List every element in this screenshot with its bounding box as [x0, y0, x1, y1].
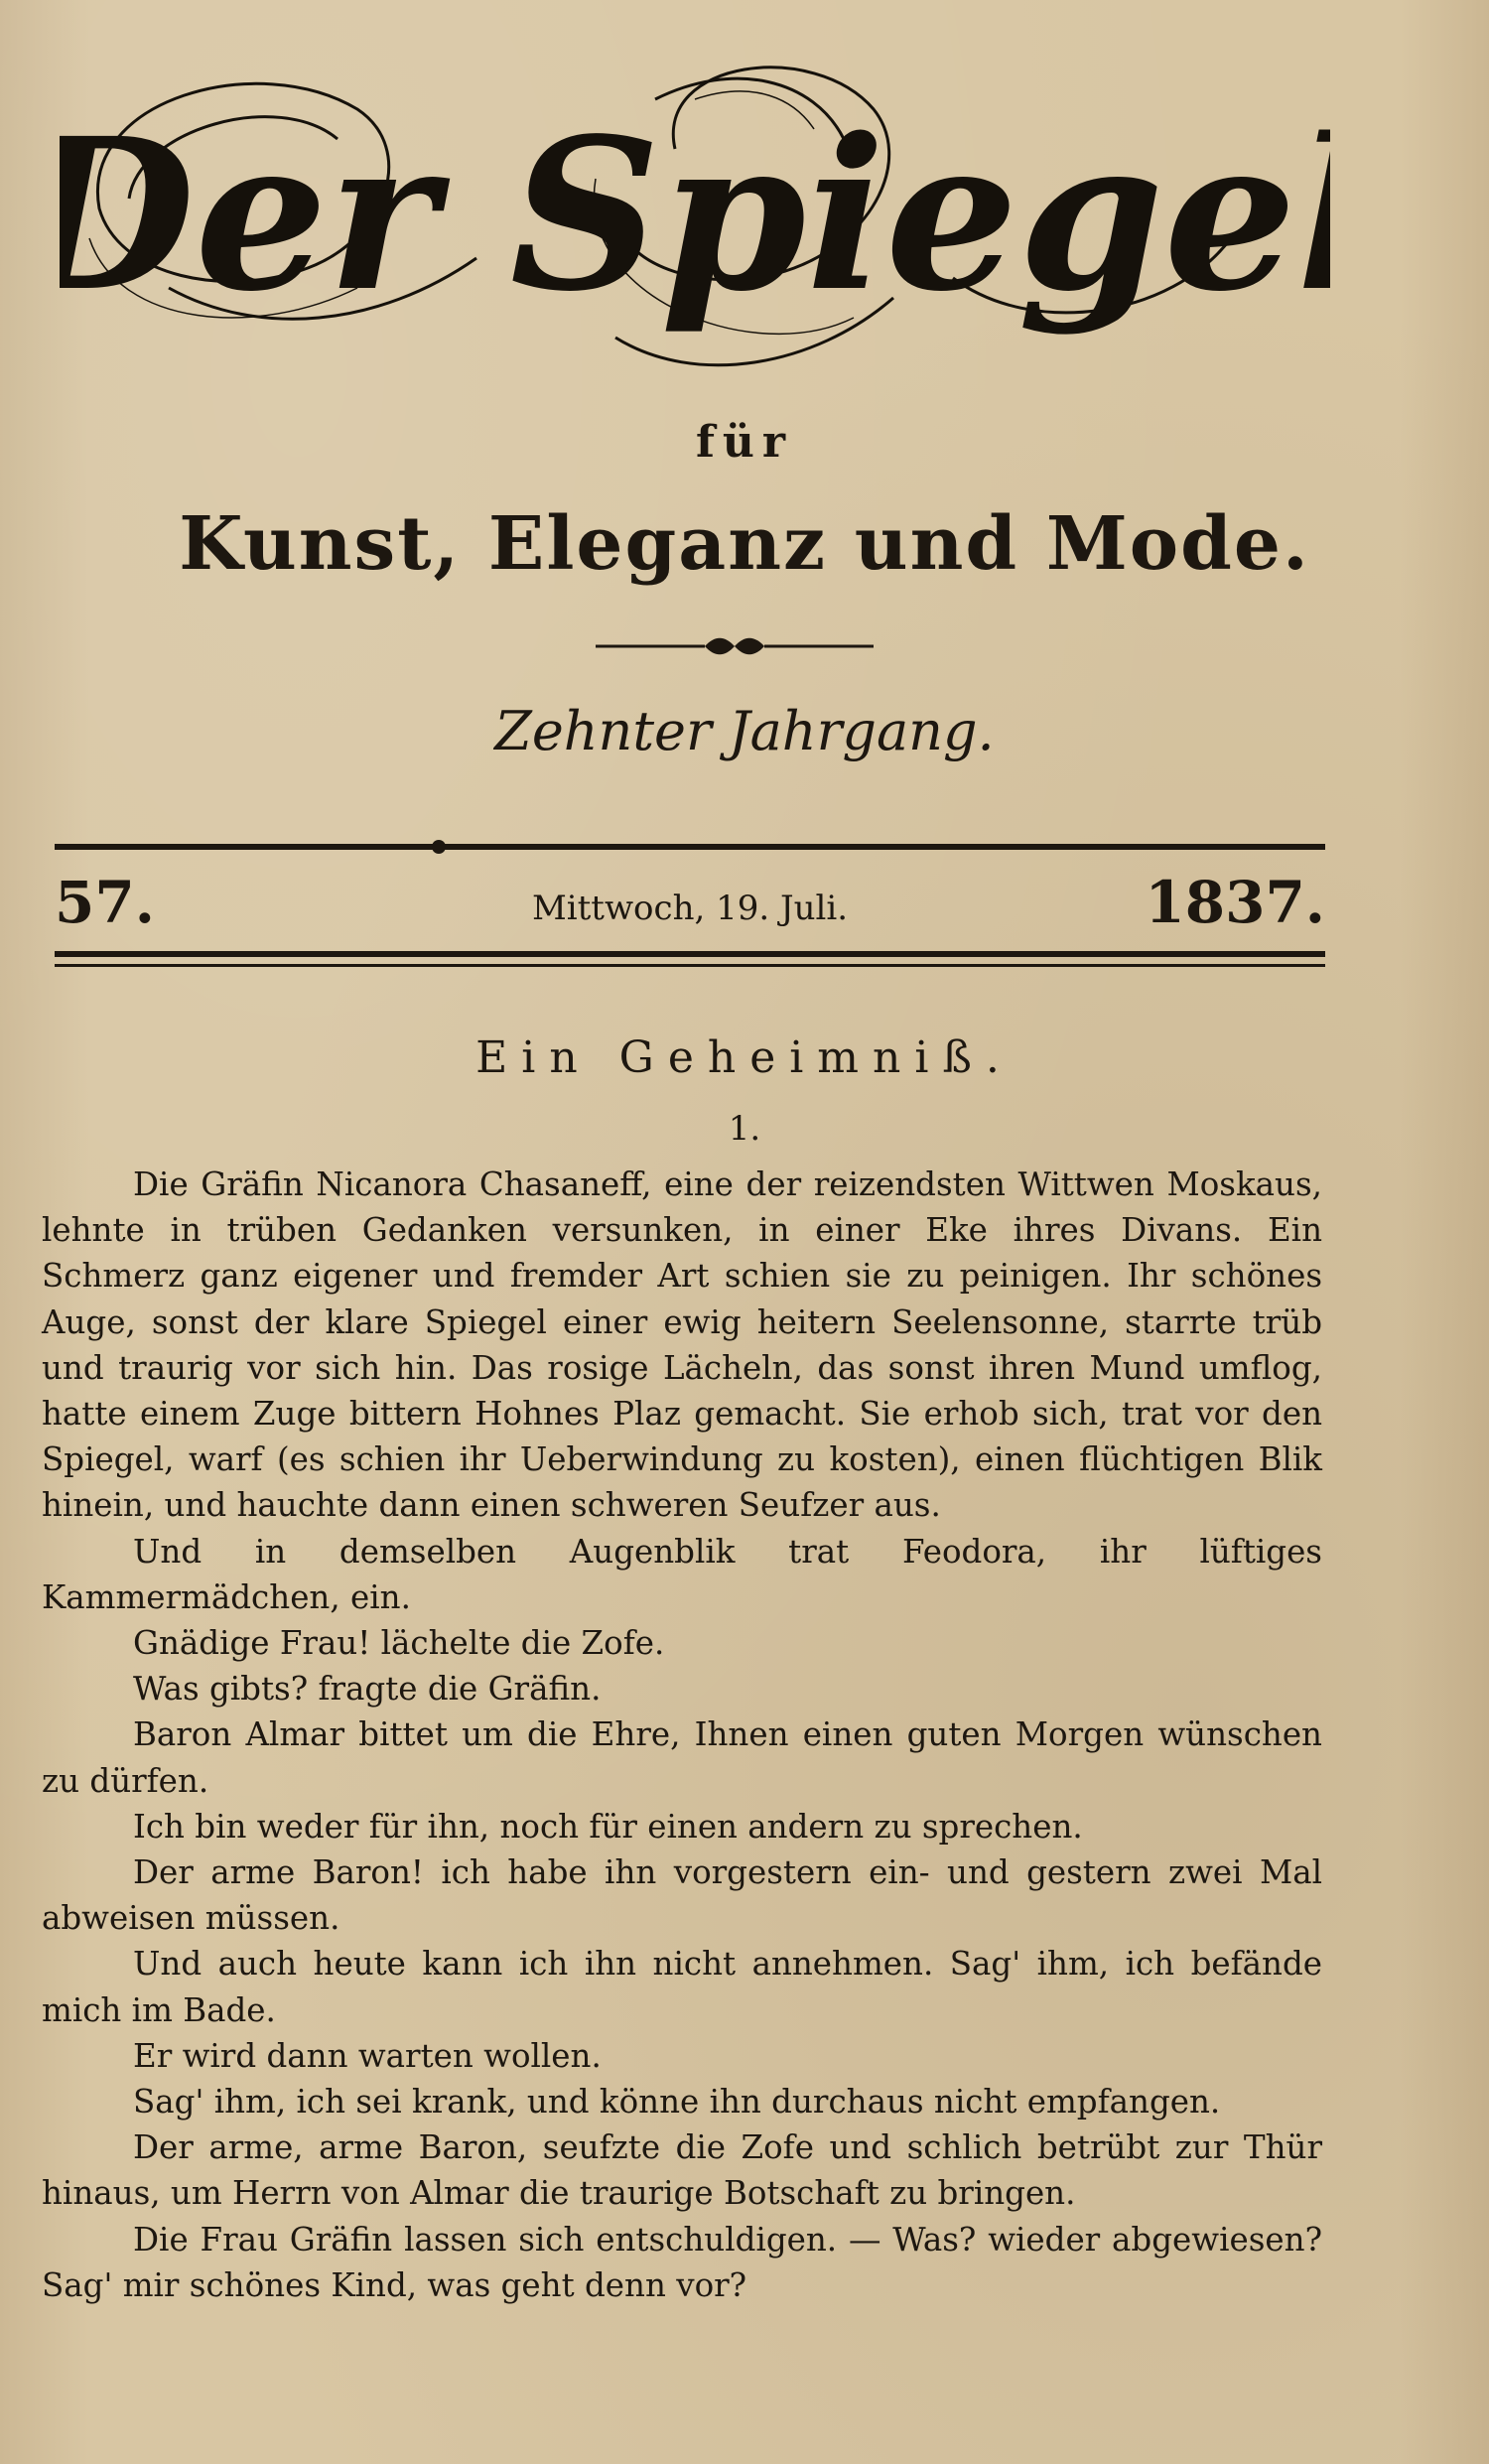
paragraph: Ich bin weder für ihn, noch für einen andern zu sprechen.: [133, 1807, 1083, 1846]
issue-number: 57.: [55, 869, 155, 936]
double-rule: [55, 951, 1325, 967]
top-rule: [55, 844, 1325, 850]
volume-label: Zehnter Jahrgang.: [494, 700, 995, 762]
paragraph: Die Frau Gräfin lassen sich entschuldigen. — Was? wieder abgewiesen? Sag' mir schönes Kind, was geht denn vor?: [42, 2220, 1322, 2304]
paragraph: Er wird dann warten wollen.: [133, 2036, 602, 2075]
paragraph: Der arme Baron! ich habe ihn vorgestern ein- und gestern zwei Mal abweisen müssen.: [42, 1853, 1322, 1938]
rule-ornament: [432, 840, 446, 854]
paragraph: Gnädige Frau! lächelte die Zofe.: [133, 1624, 665, 1663]
paragraph: Und auch heute kann ich ihn nicht annehmen. Sag' ihm, ich befände mich im Bade.: [42, 1945, 1322, 2029]
article-title: Ein Geheimniß.: [475, 1032, 1014, 1083]
paragraph: Der arme, arme Baron, seufzte die Zofe und schlich betrübt zur Thür hinaus, um Herrn von Almar die traurige Botschaft zu bringen.: [42, 2128, 1322, 2213]
paragraph: Sag' ihm, ich sei krank, und könne ihn durchaus nicht empfangen.: [133, 2083, 1221, 2122]
masthead-title-text: Der Spiegel: [60, 92, 1330, 338]
masthead-subtitle: Kunst, Eleganz und Mode.: [179, 501, 1310, 587]
ornament-divider: [596, 635, 874, 657]
paragraph: Baron Almar bittet um die Ehre, Ihnen einen guten Morgen wünschen zu dürfen.: [42, 1715, 1322, 1800]
chapter-number: 1.: [728, 1109, 761, 1149]
dateline: [55, 869, 1325, 938]
issue-year: 1837.: [1145, 869, 1325, 936]
masthead-fuer: für: [695, 417, 794, 468]
paragraph: Was gibts? fragte die Gräfin.: [133, 1670, 602, 1709]
masthead-title: [60, 40, 1330, 397]
masthead-flourish: [60, 40, 1330, 397]
paragraph: Die Gräfin Nicanora Chasaneff, eine der reizendsten Wittwen Moskaus, lehnte in trüben Gedanken versunken, in einer Eke ihres Divans. Ein Schmerz ganz eigener und fremder Art schien sie zu peinigen. Ihr schönes Auge, sonst der klare Spiegel einer ewig heitern Seelensonne, starrte trüb und traurig vor sich hin. Das rosige Lächeln, das sonst ihren Mund umflog, hatte einem Zuge bittern Hohnes Plaz gemacht. Sie erhob sich, trat vor den Spiegel, warf (es schien ihr Ueberwindung zu kosten), einen flüchtigen Blik hinein, und hauchte dann einen schweren Seufzer aus.: [42, 1165, 1322, 1525]
paragraph: Und in demselben Augenblik trat Feodora, ihr lüftiges Kammermädchen, ein.: [42, 1532, 1322, 1616]
article-body: [42, 1162, 1322, 2308]
issue-date: Mittwoch, 19. Juli.: [531, 889, 849, 928]
